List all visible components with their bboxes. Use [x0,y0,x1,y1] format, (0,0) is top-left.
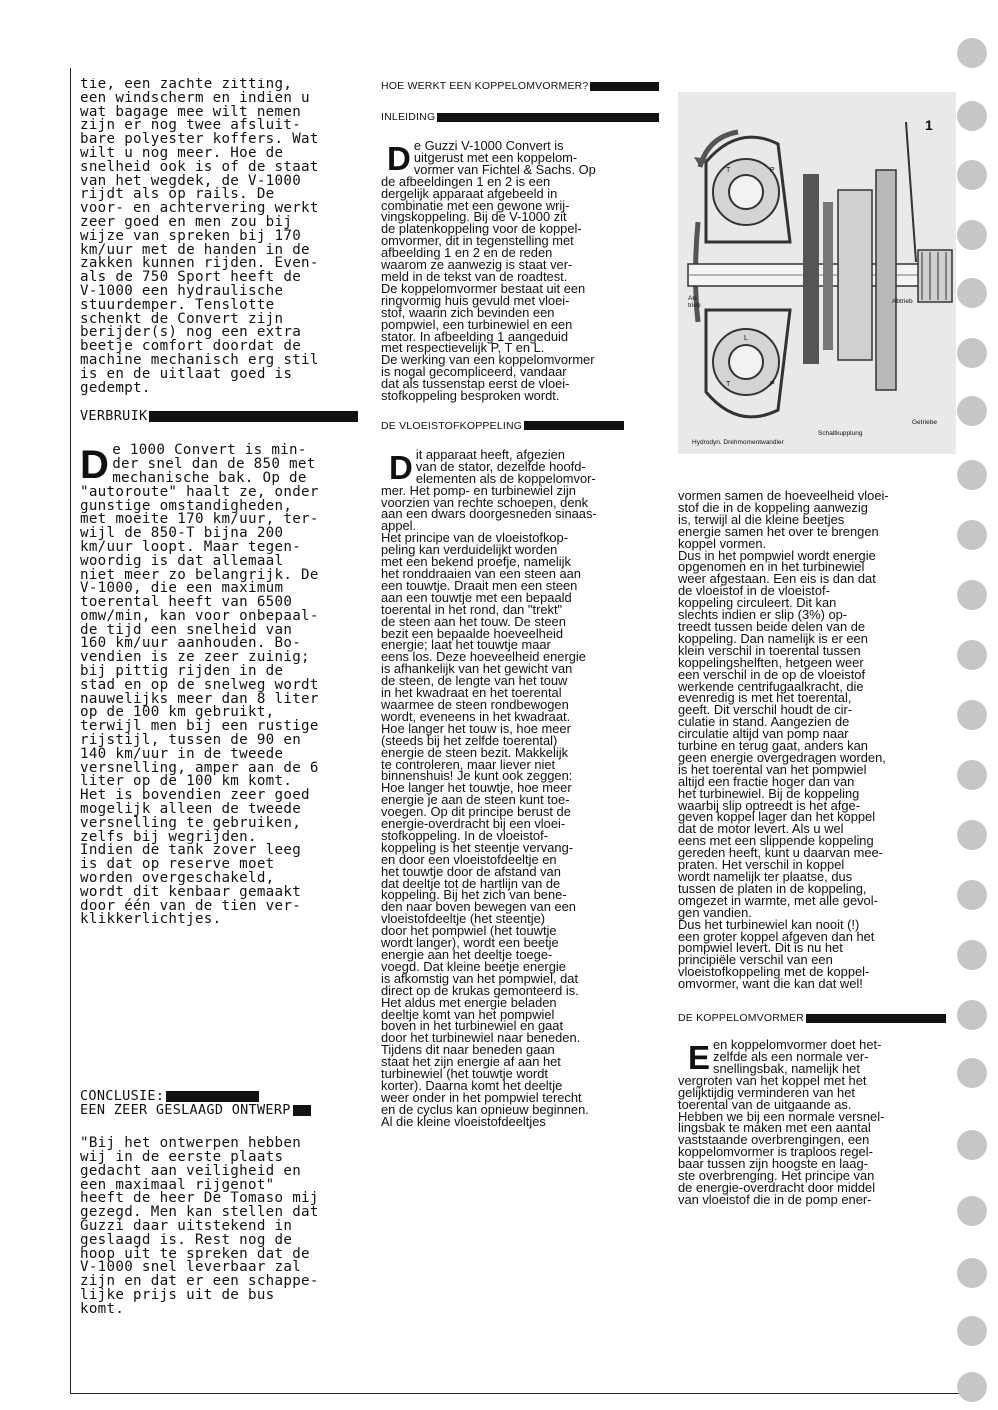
text-line: gedempt. [80,379,151,396]
text-line: boven in het turbinewiel en gaat [381,1018,564,1034]
text-line: Hebben we bij een normale versnel- [678,1108,885,1124]
text-line: aan een dwars doorgesneden sinaas- [381,506,597,522]
label-l: L [744,335,748,342]
text-line: koppeling. Dan namelijk is er een [678,630,868,646]
text-line: vloeistofdeeltje (het steentje) [381,911,546,927]
binder-hole [957,940,987,970]
text-line: koppelingshelften, hetgeen weer [678,654,864,670]
conclusie-heading-line-1: CONCLUSIE: [80,1088,165,1105]
text-line: culatie in stand. Aangezien de [678,714,850,730]
text-line: zeer goed en men zou bij [80,213,293,230]
text-line: it apparaat heeft, afgezien [415,446,565,462]
text-line: "autoroute" haalt ze, onder [80,483,319,500]
text-line: Het principe van de vloeistofkop- [381,530,569,546]
conclusie-heading [80,1089,358,1117]
text-line: met moeite 170 km/uur, ter- [80,511,319,528]
text-line: vergroten van het koppel met het [678,1072,867,1088]
binder-hole [957,220,987,250]
text-line: eens met een slippende koppeling [678,833,874,849]
text-line: van vloeistof die in de pomp ener- [678,1191,872,1207]
text-line: V-1000 snel leverbaar zal [80,1259,302,1276]
text-line: zelfs bij wegrijden. [80,828,257,845]
text-line: is afkomstig van het pompwiel, dat [381,970,579,986]
text-line: vloeistofkoppeling met de koppel- [678,964,870,980]
text-line: e Guzzi V-1000 Convert is [413,138,564,153]
text-line: terwijl men bij een rustige [80,718,319,735]
text-line: een groter koppel afgeven dan het [678,928,875,944]
text-line: wordt dit kenbaar gemaakt [80,883,302,900]
text-line: snelheid ook is of de staat [80,158,319,175]
text-line: gezegd. Men kan stellen dat [80,1204,319,1221]
label-antrieb: An-trieb [688,295,701,309]
text-line: stad en op de snelweg wordt [80,676,319,693]
text-line: wordt, eveneens in het kwadraat. [381,708,571,724]
text-line: hoop uit te spreken dat de [80,1245,310,1262]
text-line: opgenomen en in het turbinewiel [678,559,865,575]
text-line: toerental in het rond, dan "trekt" [381,601,563,617]
text-line: bij pittig rijden in de [80,663,284,680]
text-line: elementen als de koppelomvor- [415,470,596,486]
text-line: bezit een bepaalde hoeveelheid [381,625,564,641]
text-line: als de 750 Sport heeft de [80,269,302,286]
text-line: weer afgestaan. Een eis is dan dat [678,571,876,587]
vloeistof-intro-lines [381,446,659,486]
text-line: de tijd een snelheid van [80,621,293,638]
text-line: stof die in de koppeling aanwezig [678,499,868,515]
text-line: afbeelding 1 en 2 en de reden [381,245,553,261]
text-line: wordt langer), wordt een beetje [381,935,559,951]
text-line: geslaagd is. Rest nog de [80,1231,293,1248]
text-line: (steeds bij het zelfde toerental) [381,732,558,748]
vloeistof-continued-paragraph [678,490,960,990]
label-p-top: P [770,167,775,174]
text-line: slechts indien er slip (3%) op- [678,607,848,623]
text-line: het touwtje door de afstand van [381,863,561,879]
text-line: De koppelomvormer bestaat uit een [381,280,586,296]
text-line: machine mechanisch erg stil [80,351,319,368]
label-p-bottom: P [770,381,775,388]
text-line: gedacht aan veiligheid en [80,1162,302,1179]
text-line: berijder(s) nog een extra [80,324,302,341]
binder-hole [957,1258,987,1288]
text-line: te controleren, maar liever niet [381,756,556,772]
text-line: 160 km/uur aanhouden. Bo- [80,635,302,652]
column-left [80,78,358,1390]
intro-paragraph [80,78,358,395]
label-t-bottom: T [726,381,731,388]
text-line: is afhankelijk van het gewicht van [381,661,573,677]
text-line: werkende centrifugaalkracht, die [678,678,864,694]
text-line: energie-overdracht bij een vloei- [381,816,566,832]
text-line: mer. Het pomp- en turbinewiel zijn [381,482,576,498]
text-line: dergelijk apparaat afgebeeld in [381,185,558,201]
text-line: "Bij het ontwerpen hebben [80,1135,302,1152]
text-line: vendien is ze zeer zuinig; [80,649,310,666]
verbruik-paragraph [80,444,358,927]
text-line: worden overgeschakeld, [80,870,275,887]
drop-cap: D [80,443,110,488]
text-line: vaststaande overbrengingen, een [678,1132,870,1148]
text-line: energie aan het deeltje toege- [381,947,553,962]
text-line: koppeling circuleert. Dit kan [678,595,837,611]
text-line: van het wegdek, de V-1000 [80,172,302,189]
text-line: beetje comfort doordat de [80,338,302,355]
text-line: binnenshuis! Je kunt ook zeggen: [381,768,573,784]
text-line: de platenkoppeling voor de koppel- [381,221,582,237]
text-line: geen energie overgedragen worden, [678,749,886,765]
text-line: koppel vormen. [678,535,767,551]
text-line: peling kan verduidelijkt worden [381,542,558,558]
text-line: weer onder in het pompwiel terecht [381,1089,582,1105]
binder-hole [957,580,987,610]
text-line: Dus in het pompwiel wordt energie [678,547,876,563]
text-line: Hoe langer het touwtje, hoe meer [381,780,572,796]
text-line: den naar boven bewegen van een [381,899,576,915]
text-line: woordig is dat allemaal [80,552,284,569]
conclusie-heading-line-2: EEN ZEER GESLAAGD ONTWERP [80,1102,291,1119]
text-line: waarom ze aanwezig is staat ver- [381,257,573,273]
text-line: wijl de 850-T bijna 200 [80,525,284,542]
koppel-body [678,1072,960,1207]
torque-converter-diagram [678,92,956,454]
text-line: energie je aan de steen kunt toe- [381,792,570,808]
text-line: met respectievelijk P, T en L. [381,340,545,356]
text-line: Indien de tank zover leeg [80,842,302,859]
text-line: nauwelijks meer dan 8 liter [80,690,319,707]
text-line: klein verschil in toerental tussen [678,642,861,658]
text-line: voorzien van rechte schoepen, denk [381,494,589,510]
text-line: en de cyclus kan opnieuw beginnen. [381,1101,589,1117]
text-line: klikkerlichtjes. [80,911,222,928]
text-line: Dus het turbinewiel kan nooit (!) [678,916,860,932]
text-line: lingsbak te maken met een aantal [678,1120,871,1136]
text-line: wat bagage mee wilt nemen [80,103,302,120]
koppel-intro-lines [678,1039,960,1075]
text-line: baar tussen zijn hoogste en laag- [678,1156,868,1172]
binder-hole [957,520,987,550]
text-line: liter op de 100 km komt. [80,773,293,790]
text-line: niet meer zo belangrijk. De [80,566,319,583]
section-heading-verbruik: VERBRUIK [80,409,358,423]
text-line: het ronddraaien van een steen aan [381,566,581,581]
text-line: pompwiel, een turbinewiel en een [381,316,573,332]
text-line: koppeling is het steentje vervang- [381,839,574,855]
column-right [678,490,960,1390]
text-line: en koppelomvormer doet het- [713,1037,882,1053]
text-line: door het pompwiel (het touwtje [381,923,557,939]
text-line: energie de steen bezit. Makkelijk [381,744,569,760]
text-line: omw/min, kan voor onbepaal- [80,607,319,624]
text-line: een verschil in de op de vloeistof [678,666,866,682]
text-line: praten. Het verschil in koppel [678,857,845,873]
text-line: voegd. Dat kleine beetje energie [381,958,566,974]
text-line: e 1000 Convert is min- [112,442,307,459]
text-line: V-1000 een hydraulische [80,282,284,299]
text-line: treedt tussen beide delen van de [678,618,866,634]
text-line: in het kwadraat en het toerental [381,685,562,701]
koppelomvormer-paragraph [678,1039,960,1206]
label-schaltkupplung: Schaltkupplung [818,430,863,437]
text-line: geven koppel lager dan het koppel [678,809,876,825]
text-line: wordt namelijk ter plaatse, dus [678,869,853,884]
text-line: eens los. Deze hoeveelheid energie [381,649,586,665]
text-line: met een bekend proefje, namelijk [381,554,571,570]
column-middle [381,80,659,1390]
text-line: rijstijl, tussen de 90 en [80,732,302,749]
text-line: Tijdens dit naar beneden gaan [381,1042,555,1058]
text-line: voor- en achtervering werkt [80,200,319,217]
conclusie-paragraph [80,1137,358,1316]
figure-number: 1 [925,117,933,133]
text-line: gelijktijdig verminderen van het [678,1084,855,1100]
text-line: op de 100 km gebruikt, [80,704,275,721]
text-line: versnelling, amper aan de 6 [80,759,319,776]
text-line: stuurdemper. Tenslotte [80,296,275,313]
text-line: door één van de tien ver- [80,897,302,914]
text-line: en door een vloeistofdeeltje en [381,851,557,867]
text-line: evenredig is met het toerental, [678,690,852,706]
drop-cap: D [389,448,413,486]
text-line: tie, een zachte zitting, [80,78,293,92]
binder-hole [957,38,987,68]
text-line: rijdt als op rails. De [80,186,275,203]
verbruik-intro-lines [80,442,358,488]
text-line: een touwtje. Draait men een steen [381,577,578,593]
text-line: Al die kleine vloeistofdeeltjes [381,1113,546,1129]
inleiding-paragraph [381,140,659,402]
text-line: toerental heeft van 6500 [80,594,293,611]
text-line: km/uur loopt. Maar tegen- [80,538,302,555]
binder-hole [957,1130,987,1160]
text-line: heeft de heer De Tomaso mij [80,1190,319,1207]
text-line: waarbij slip optreedt is het afge- [678,797,860,813]
text-line: dat de motor levert. Als u wel [678,821,844,837]
text-line: aan een touwtje met een bepaald [381,589,572,605]
text-line: uitgerust met een koppelom- [413,149,578,165]
label-abtrieb: Abtrieb [892,298,913,305]
text-line: meld in de tekst van de roadtest. [381,268,568,284]
text-line: mechanische bak. Op de [112,469,307,486]
text-line: stator. In afbeelding 1 aangeduid [381,328,569,344]
text-line: is het toerental van het pompwiel [678,761,867,777]
text-line: vormen samen de hoeveelheid vloei- [678,490,889,503]
text-line: door het turbinewiel naar beneden. [381,1030,581,1046]
text-line: waarmee de steen rondbewogen [381,696,569,712]
text-line: van de stator, dezelfde hoofd- [415,458,586,474]
text-line: is nogal gecompliceerd, vandaar [381,364,567,380]
text-line: stofkoppeling. In de vloeistof- [381,827,548,843]
text-line: stof, waarin zich bevinden een [381,304,555,320]
text-line: is dat op reserve moet [80,856,275,873]
text-line: omvormer, dit in tegenstelling met [381,233,574,249]
text-line: bare polyester koffers. Wat [80,131,319,148]
section-heading-inleiding: INLEIDING [381,111,659,123]
inleiding-intro-lines [381,140,659,176]
text-line: geeft. Dit verschil houdt de cir- [678,702,853,718]
label-t-top: T [726,167,731,174]
text-line: vingskoppeling. Bij de V-1000 zit [381,209,567,225]
text-line: principiële verschil van een [678,952,833,968]
binder-hole [957,338,987,368]
binder-hole [957,880,987,910]
section-heading-koppelomvormer: DE KOPPELOMVORMER [678,1012,946,1024]
text-line: ringvormig huis gevuld met vloei- [381,292,570,308]
text-line: koppeling. Bij het zich van bene- [381,887,567,903]
binder-hole [957,278,987,308]
text-line: deeltje komt van het pompwiel [381,1006,555,1022]
verbruik-body [80,483,358,928]
text-line: wilt u nog meer. Hoe de [80,144,284,161]
text-line: gen vandien. [678,904,752,920]
text-line: lijke prijs uit de bus [80,1286,275,1303]
text-line: Guzzi daar uitstekend in [80,1218,293,1234]
text-line: versnelling te gebruiken, [80,814,302,831]
text-line: Het is bovendien zeer goed [80,787,310,804]
text-line: de vloeistof in de vloeistof- [678,583,830,599]
text-line: zakken kunnen rijden. Even- [80,255,319,272]
section-heading-vloeistofkoppeling: DE VLOEISTOFKOPPELING [381,420,659,432]
binder-hole [957,1196,987,1226]
main-heading: HOE WERKT EEN KOPPELOMVORMER? [381,80,659,92]
text-line: 140 km/uur in de tweede [80,745,284,762]
text-line: omgezet in warmte, met alle gevol- [678,892,878,908]
text-line: stofkoppeling besproken wordt. [381,388,560,404]
text-line: staat het zijn energie af aan het [381,1054,561,1070]
binder-hole [957,1372,987,1402]
binder-hole [957,460,987,490]
binder-hole [957,1316,987,1346]
binder-hole [957,1000,987,1030]
text-line: de energie-overdracht door middel [678,1179,876,1195]
text-line: koppelomvormer is traploos regel- [678,1144,873,1160]
text-line: de afbeeldingen 1 en 2 is een [381,173,551,189]
text-line: gereden heeft, kunt u daarvan mee- [678,845,883,861]
binder-hole [957,700,987,730]
text-line: dat deeltje tot de hartlijn van de [381,875,561,891]
text-line: energie; laat het touwtje maar [381,637,551,653]
text-line: zijn er nog twee afsluit- [80,117,302,134]
inleiding-body [381,173,659,404]
text-line: turbinewiel (het touwtje wordt [381,1066,548,1082]
text-line: vormer van Fichtel & Sachs. Op [413,161,596,177]
text-line: De werking van een koppelomvormer [381,352,595,368]
binder-hole [957,1058,987,1088]
torque-converter-figure [678,92,956,454]
figure-caption: Hydrodyn. Drehmomentwandler [692,439,784,446]
text-line: de steen aan het touw. De steen [381,613,566,629]
label-getriebe: Getriebe [912,419,937,426]
text-line: combinatie met een gewone wrij- [381,197,570,213]
text-line: energie samen het over te brengen [678,523,879,539]
vloeistof-body [381,482,659,1129]
text-line: een windscherm en indien u [80,89,310,106]
text-line: omvormer, want die kan dat wel! [678,976,863,992]
text-line: wijze van spreken bij 170 [80,227,302,244]
text-line: het turbinewiel. Bij de koppeling [678,785,860,801]
text-line: direct op de krukas gemonteerd is. [381,982,579,998]
text-line: toerental van de uitgaande as. [678,1096,852,1112]
text-line: snellingsbak, namelijk het [713,1060,860,1076]
text-line: turbine en terug gaat, anders kan [678,738,868,754]
text-line: komt. [80,1300,125,1317]
text-line: mogelijk alleen de tweede [80,801,302,818]
text-line: ste overbrenging. Het principe van [678,1168,875,1184]
text-line: dat als tussenstap eerst de vloei- [381,376,570,392]
vloeistof-paragraph [381,446,659,1129]
text-line: wij in de eerste plaats [80,1149,284,1166]
text-line: zelfde als een normale ver- [713,1048,869,1064]
text-line: is en de uitlaat goed is [80,365,293,382]
binder-hole [957,820,987,850]
text-line: km/uur met de handen in de [80,241,310,258]
text-line: gunstige omstandigheden, [80,497,293,514]
text-line: is, terwijl al die kleine beetjes [678,511,845,527]
text-line: Hoe langer het touw is, hoe meer [381,720,571,736]
text-line: appel. [381,518,417,534]
binder-hole [957,640,987,670]
text-line: Het aldus met energie beladen [381,994,557,1010]
binder-hole [957,760,987,790]
text-line: altijd een fractie hoger dan van [678,773,855,789]
text-line: een maximaal rijgenot" [80,1176,275,1193]
binder-hole [957,396,987,426]
text-line: pompwiel levert. Dit is nu het [678,940,843,956]
text-line: korter). Daarna komt het deeltje [381,1077,563,1093]
binder-hole [957,101,987,131]
binder-hole [957,160,987,190]
drop-cap: E [688,1039,711,1077]
text-line: de steen, de lengte van het touw [381,673,568,689]
drop-cap: D [387,140,411,177]
text-line: schenkt de Convert zijn [80,310,284,327]
text-line: zijn en dat er een schappe- [80,1273,319,1290]
text-line: circulatie altijd van pomp naar [678,726,849,742]
text-line: tussen de platen in de koppeling, [678,880,867,896]
text-line: voegen. Op dit principe berust de [381,804,571,820]
text-line: V-1000, die een maximum [80,580,284,597]
text-line: der snel dan de 850 met [112,456,316,473]
